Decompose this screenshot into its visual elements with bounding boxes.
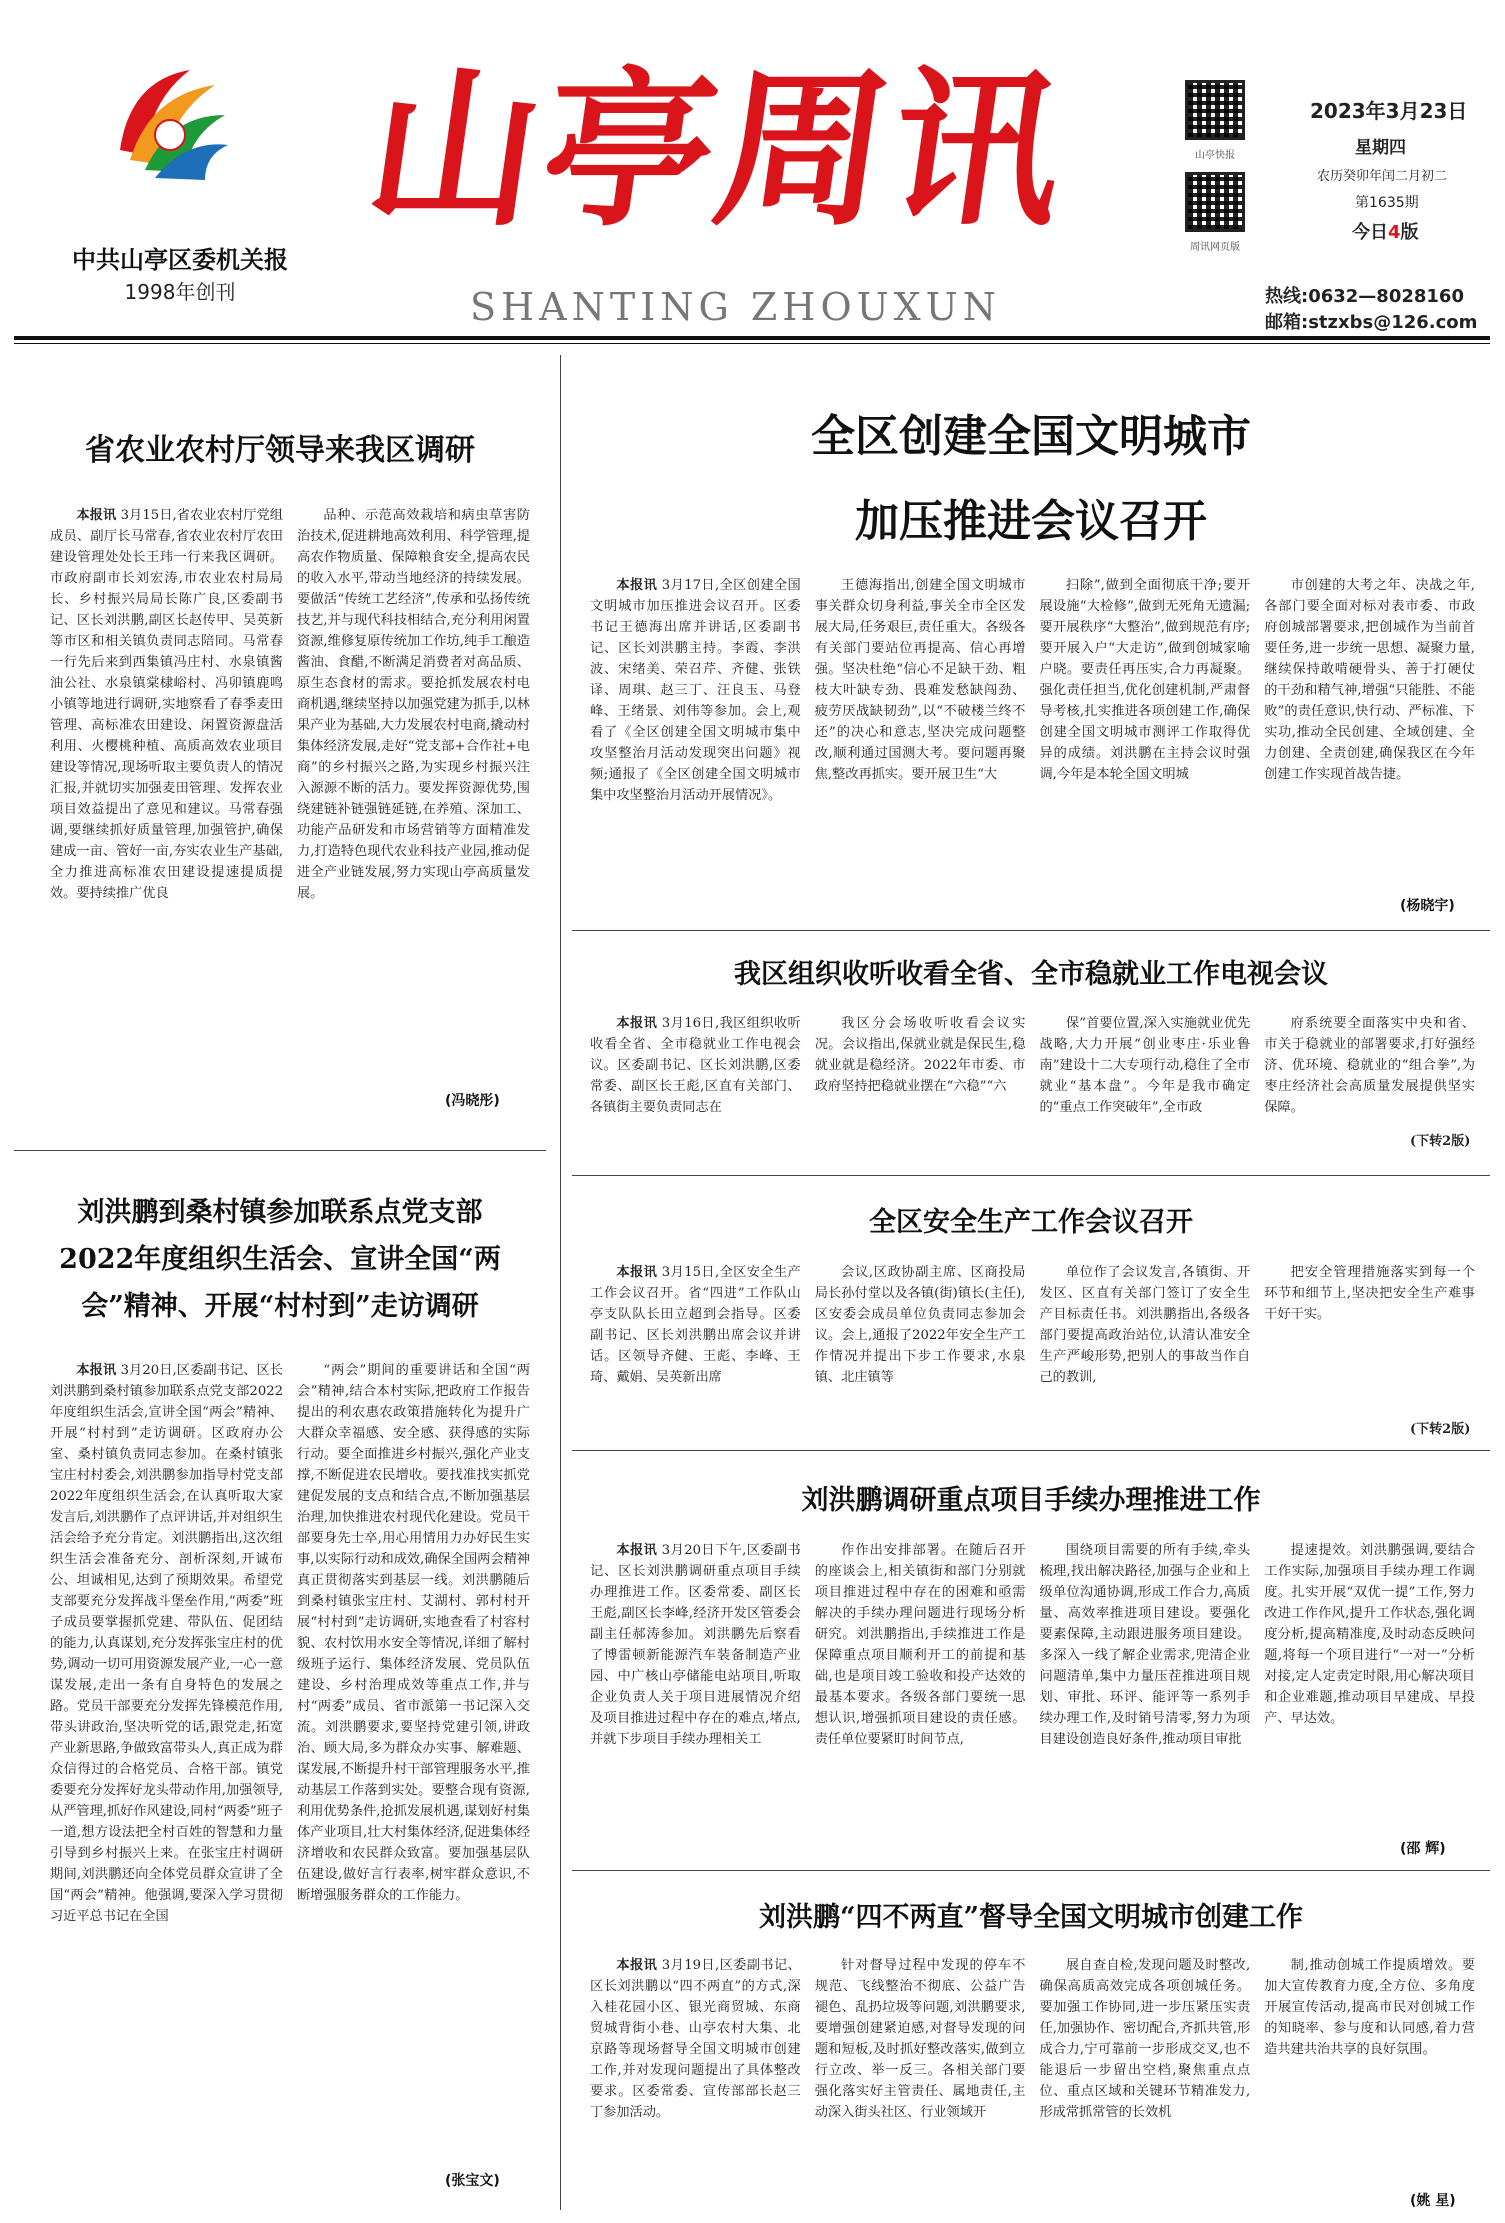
page-count-prefix: 今日 bbox=[1352, 222, 1388, 243]
article-body bbox=[590, 1013, 1475, 1153]
article-text: 扫除”,做到全面彻底干净;要开展设施“大检修”,做到无死角无遗漏;要开展秩序“大整治”,做到规范有序;要开展入户“大走访”,做到创城家喻户晓。要责任再压实,合力再凝聚。强化责任担当,优化创建机制,严肃督导考核,扎实推进各项创建工作,确保创建全国文明城市测评工作取得优异的成绩。刘洪鹏在主持会议时强调,今年是本轮全国文明城 bbox=[1039, 578, 1251, 782]
article-body bbox=[50, 505, 530, 1085]
lunar-date: 农历癸卯年闰二月初二 bbox=[1317, 169, 1448, 184]
section-divider bbox=[572, 1175, 1490, 1176]
article-column bbox=[590, 1955, 801, 2185]
article-headline: 我区组织收听收看全省、全市稳就业工作电视会议 bbox=[734, 959, 1328, 990]
article-column bbox=[1040, 1955, 1251, 2185]
continued-on-page-2: (下转2版) bbox=[1410, 1422, 1471, 1437]
article-column bbox=[1040, 1013, 1251, 1153]
article-column bbox=[1040, 1262, 1251, 1402]
article-text: 品种、示范高效栽培和病虫草害防治技术,促进耕地高效利用、科学管理,提高农作物质量、保障粮食安全,提高农民的收入水平,带动当地经济的持续发展。要做活“传统工艺经济”,传承和弘扬传统技艺,并与现代科技相结合,充分利用闲置资源,维修复原传统加工作坊,纯手工酿造酱油、食醋,不断满足消费者对高品质、原生态食材的需求。要抢抓发展农村电商机遇,继续坚持以加强党建为抓手,以林果产业为基础,大力发展农村电商,撬动村集体经济发展,走好“党支部+合作社+电商”的乡村振兴之路,为实现乡村振兴注入源源不断的活力。要发挥资源优势,围绕建链补链强链延链,在养殖、深加工、功能产品研发和市场营销等方面精准发力,打造特色现代农业科技产业园,推动促进全产业链发展,努力实现山亭高质量发展。 bbox=[297, 508, 530, 901]
qr-code-icon bbox=[1185, 80, 1245, 140]
article-text: 3月15日,省农业农村厅党组成员、副厅长马常春,省农业农村厅农田建设管理处处长王玮一行来我区调研。市政府副市长刘宏涛,市农业农村局局长、乡村振兴局局长陈广良,区委副书记、区长刘洪鹏,副区长赵传甲、吴英新等市区和相关镇负责同志陪同。马常春一行先后来到西集镇冯庄村、水泉镇酱油公社、水泉镇棠棣峪村、冯卯镇鹿鸣小镇等地进行调研,实地察看了春季麦田管理、高标准农田建设、闲置资源盘活利用、火樱桃种植、高质高效农业项目建设等情况,现场听取主要负责人的情况汇报,并就切实加强麦田管理、发挥农业项目效益提出了意见和建议。马常春强调,要继续抓好质量管理,加强管护,确保建成一亩、管好一亩,夯实农业生产基础,全力推进高标准农田建设提速提质提效。要持续推广优良 bbox=[50, 508, 283, 901]
article-text: 市创建的大考之年、决战之年,各部门要全面对标对表市委、市政府创城部署要求,把创城作为当前首要任务,进一步统一思想、凝聚力量,继续保持敢啃硬骨头、善于打硬仗的干劲和精气神,增强“只能胜、不能败”的责任意识,快行动、严标准、下实功,推动全民创建、全域创建、全力创建、全责创建,确保我区在今年创建工作实现首战告捷。 bbox=[1264, 578, 1475, 782]
article-column bbox=[590, 1013, 801, 1153]
article-text: 王德海指出,创建全国文明城市事关群众切身利益,事关全市全区发展大局,任务艰巨,责任重大。各级各有关部门要站位再提高、信心再增强。坚决杜绝“信心不足缺干劲、粗枝大叶缺专劲、畏难发愁缺闯劲、疲劳厌战缺韧劲”,以“不破楼兰终不还”的决心和意志,坚决完成问题整改,顺利通过国测大考。要问题再聚焦,整改再抓实。要开展卫生“大 bbox=[814, 578, 1026, 782]
article-column bbox=[815, 1262, 1026, 1402]
organization-line: 中共山亭区委机关报 bbox=[72, 246, 288, 274]
article-headline: 刘洪鹏调研重点项目手续办理推进工作 bbox=[801, 1485, 1261, 1516]
article-body bbox=[50, 1360, 530, 2195]
section-divider bbox=[572, 1870, 1490, 1871]
article-column bbox=[297, 1360, 530, 2195]
article-headline: 会”精神、开展“村村到”走访调研 bbox=[81, 1291, 479, 1322]
article-headline: 全区安全生产工作会议召开 bbox=[869, 1207, 1193, 1238]
article-text: “两会”期间的重要讲话和全国“两会”精神,结合本村实际,把政府工作报告提出的利农惠农政策措施转化为提升广大群众幸福感、安全感、获得感的实际行动。要全面推进乡村振兴,强化产业支撑,不断促进农民增收。要找准找实抓党建促发展的支点和结合点,不断加强基层治理,加快推进农村现代化建设。党员干部要身先士卒,用心用情用力办好民生实事,以实际行动和成效,确保全国两会精神真正贯彻落实到基层一线。刘洪鹏随后到桑村镇张宝庄村、艾湖村、郭村村开展“村村到”走访调研,实地查看了村容村貌、农村饮用水安全等情况,详细了解村级班子运行、集体经济发展、党员队伍建设、乡村治理成效等重点工作,并与村“两委”成员、省市派第一书记深入交流。刘洪鹏要求,要坚持党建引领,讲政治、顾大局,多为群众办实事、解难题、谋发展,不断提升村干部管理服务水平,推动基层工作落到实处。要整合现有资源,利用优势条件,抢抓发展机遇,谋划好村集体产业项目,壮大村集体经济,促进集体经济增收和农民群众致富。要加强基层队伍建设,做好言行表率,树牢群众意识,不断增强服务群众的工作能力。 bbox=[297, 1363, 530, 1903]
article-lead: 本报讯 bbox=[76, 1363, 117, 1378]
article-text: 3月15日,全区安全生产工作会议召开。省“四进”工作队山亭支队队长田立超到会指导。区委副书记、区长刘洪鹏出席会议并讲话。区领导齐健、王彪、李峰、王琦、戴娟、吴英新出席 bbox=[590, 1265, 801, 1385]
article-column bbox=[1040, 575, 1251, 885]
article-column bbox=[815, 1540, 1026, 1830]
article-text: 围绕项目需要的所有手续,牵头梳理,找出解决路径,加强与企业和上级单位沟通协调,形成工作合力,高质量、高效率推进项目建设。要强化要素保障,主动跟进服务项目建设。多深入一线了解企业需求,兜清企业问题清单,集中力量压茬推进项目规划、审批、环评、能评等一系列手续办理工作,及时销号清零,努力为项目建设创造良好条件,推动项目审批 bbox=[1039, 1543, 1251, 1747]
email: 邮箱:stzxbs@126.com bbox=[1265, 312, 1478, 333]
founded-year: 1998年创刊 bbox=[124, 280, 236, 304]
continued-on-page-2: (下转2版) bbox=[1410, 1134, 1471, 1149]
article-column bbox=[590, 1262, 801, 1402]
article-headline: 刘洪鹏到桑村镇参加联系点党支部 bbox=[77, 1197, 483, 1228]
article-text: 会议,区政协副主席、区商投局局长孙付堂以及各镇(街)镇长(主任),区安委会成员单位负责同志参加会议。会上,通报了2022年安全生产工作情况并提出下步工作要求,水泉镇、北庄镇等 bbox=[814, 1265, 1026, 1385]
issue-number: 第1635期 bbox=[1355, 195, 1419, 211]
article-lead: 本报讯 bbox=[76, 508, 117, 523]
article-text: 提速提效。刘洪鹏强调,要结合工作实际,加强项目手续办理工作调度。扎实开展“双优一提”工作,努力改进工作作风,提升工作状态,强化调度分析,提高精准度,及时动态反映问题,将每一个项目进行“一对一”分析对接,定人定责定时限,用心解决项目和企业难题,推动项目早建成、早投产、早达效。 bbox=[1264, 1543, 1475, 1726]
masthead bbox=[0, 0, 1505, 345]
issue-weekday: 星期四 bbox=[1355, 138, 1406, 158]
article-text: 展自查自检,发现问题及时整改,确保高质高效完成各项创城任务。要加强工作协同,进一步压紧压实责任,加强协作、密切配合,齐抓共管,形成合力,宁可靠前一步形成交叉,也不能退后一步留出空档,聚焦重点点位、重点区域和关键环节精准发力,形成常抓常管的长效机 bbox=[1039, 1958, 1251, 2120]
article-lead: 本报讯 bbox=[616, 1016, 658, 1031]
article-text: 针对督导过程中发现的停车不规范、飞线整治不彻底、公益广告褪色、乱扔垃圾等问题,刘洪鹏要求,要增强创建紧迫感,对督导发现的问题和短板,及时抓好整改落实,做到立行立改、举一反三。各相关部门要强化落实好主管责任、属地责任,主动深入街头社区、行业领域开 bbox=[814, 1958, 1026, 2120]
article-text: 作作出安排部署。在随后召开的座谈会上,相关镇街和部门分别就项目推进过程中存在的困难和亟需解决的手续办理问题进行现场分析研究。刘洪鹏指出,手续推进工作是保障重点项目顺利开工的前提和基础,也是项目竣工验收和投产达效的最基本要求。各级各部门要统一思想认识,增强抓项目建设的责任感。责任单位要紧盯时间节点, bbox=[814, 1543, 1026, 1747]
masthead-rule-thin bbox=[14, 343, 1490, 344]
article-column bbox=[815, 575, 1026, 885]
article-lead: 本报讯 bbox=[616, 1543, 658, 1558]
article-headline: 2022年度组织生活会、宣讲全国“两 bbox=[59, 1244, 501, 1275]
article-text: 保”首要位置,深入实施就业优先战略,大力开展“创业枣庄·乐业鲁南”建设十二大专项行动,稳住了全市就业“基本盘”。今年是我市确定的“重点工作突破年”,全市政 bbox=[1039, 1016, 1251, 1115]
article-column bbox=[1264, 1955, 1475, 2185]
newspaper-title: 山亭周讯 bbox=[355, 50, 1081, 250]
article-text: 府系统要全面落实中央和省、市关于稳就业的部署要求,打好强经济、优环境、稳就业的“组合拳”,为枣庄经济社会高质量发展提供坚实保障。 bbox=[1264, 1016, 1475, 1115]
article-column bbox=[815, 1955, 1026, 2185]
article-headline: 省农业农村厅领导来我区调研 bbox=[85, 433, 475, 468]
article-column bbox=[590, 1540, 801, 1830]
article-text: 3月17日,全区创建全国文明城市加压推进会议召开。区委书记王德海出席并讲话,区委副书记、区长刘洪鹏主持。李霞、李洪波、宋绪美、荣召芹、齐健、张铁译、周琪、赵三丁、汪良玉、马登峰、王绪景、刘伟等参加。会上,观看了《全区创建全国文明城市集中攻坚整治月活动发现突出问题》视频;通报了《全区创建全国文明城市集中攻坚整治月活动开展情况》。 bbox=[590, 578, 801, 803]
article-byline: (姚 星) bbox=[1410, 2193, 1456, 2209]
article-headline: 刘洪鹏“四不两直”督导全国文明城市创建工作 bbox=[758, 1902, 1304, 1933]
article-body bbox=[590, 575, 1475, 885]
article-byline: (张宝文) bbox=[445, 2173, 500, 2189]
article-headline: 加压推进会议召开 bbox=[855, 496, 1207, 547]
column-divider bbox=[560, 355, 561, 2210]
article-text: 制,推动创城工作提质增效。要加大宣传教育力度,全方位、多角度开展宣传活动,提高市民对创城工作的知晓率、参与度和认同感,着力营造共建共治共享的良好氛围。 bbox=[1264, 1958, 1475, 2057]
qr-code-icon bbox=[1185, 172, 1245, 232]
article-text: 3月19日,区委副书记、区长刘洪鹏以“四不两直”的方式,深入桂花园小区、银光商贸城、东商贸城背街小巷、山亭农村大集、北京路等现场督导全国文明城市创建工作,并对发现问题提出了具体整改要求。区委常委、宣传部部长赵三丁参加活动。 bbox=[590, 1958, 801, 2120]
page-count bbox=[1352, 218, 1419, 244]
article-text: 我区分会场收听收看会议实况。会议指出,保就业就是保民生,稳就业就是稳经济。2022年市委、市政府坚持把稳就业摆在“六稳”“六 bbox=[814, 1016, 1026, 1094]
article-lead: 本报讯 bbox=[616, 578, 658, 593]
article-column bbox=[1264, 575, 1475, 885]
page-count-suffix: 版 bbox=[1400, 222, 1419, 243]
article-byline: (杨晓宇) bbox=[1400, 898, 1455, 914]
article-column bbox=[815, 1013, 1026, 1153]
section-divider bbox=[572, 1450, 1490, 1451]
hotline: 热线:0632—8028160 bbox=[1265, 286, 1464, 307]
newspaper-pinyin: SHANTING ZHOUXUN bbox=[470, 285, 1001, 329]
article-headline: 全区创建全国文明城市 bbox=[811, 411, 1251, 462]
article-lead: 本报讯 bbox=[616, 1265, 658, 1280]
article-text: 3月16日,我区组织收听收看全省、全市稳就业工作电视会议。区委副书记、区长刘洪鹏,区委常委、副区长王彪,区直有关部门、各镇街主要负责同志在 bbox=[590, 1016, 801, 1115]
article-text: 3月20日,区委副书记、区长刘洪鹏到桑村镇参加联系点党支部2022年度组织生活会,宣讲全国“两会”精神、开展“村村到”走访调研。区政府办公室、桑村镇负责同志参加。在桑村镇张宝庄村村委会,刘洪鹏参加指导村党支部2022年度组织生活会,在认真听取大家发言后,刘洪鹏作了点评讲话,并对组织生活会给予充分肯定。刘洪鹏指出,这次组织生活会准备充分、剖析深刻,开诚布公、坦诚相见,达到了预期效果。希望党支部要充分发挥战斗堡垒作用,“两委”班子成员要掌握抓党建、带队伍、促团结的能力,认真谋划,充分发挥张宝庄村的优势,调动一切可用资源发展产业,一心一意谋发展,走出一条有自身特色的发展之路。党员干部要充分发挥先锋模范作用,带头讲政治,坚决听党的话,跟党走,拓宽产业新思路,争做致富带头人,真正成为群众信得过的合格党员、合格干部。镇党委要充分发挥好龙头带动作用,加强领导,从严管理,抓好作风建设,同村“两委”班子一道,想方设法把全村百姓的智慧和力量引导到乡村振兴上来。在张宝庄村调研期间,刘洪鹏还向全体党员群众宣讲了全国“两会”精神。他强调,要深入学习贯彻习近平总书记在全国 bbox=[50, 1363, 283, 1924]
qr-caption: 山亭快报 bbox=[1195, 150, 1235, 161]
article-column bbox=[1264, 1262, 1475, 1402]
article-column bbox=[1040, 1540, 1251, 1830]
qr-caption: 周讯网页版 bbox=[1190, 242, 1240, 253]
article-text: 3月20日下午,区委副书记、区长刘洪鹏调研重点项目手续办理推进工作。区委常委、副区长王彪,副区长李峰,经济开发区管委会副主任郝涛参加。刘洪鹏先后察看了博雷顿新能源汽车装备制造产业园、中广核山亭储能电站项目,听取企业负责人关于项目进展情况介绍及项目推进过程中存在的难点,堵点,并就下步项目手续办理相关工 bbox=[590, 1543, 801, 1747]
article-body bbox=[590, 1540, 1475, 1830]
article-text: 单位作了会议发言,各镇街、开发区、区直有关部门签订了安全生产目标责任书。刘洪鹏指出,各级各部门要提高政治站位,认清认准安全生产严峻形势,把别人的事故当作自己的教训, bbox=[1039, 1265, 1251, 1385]
article-body bbox=[590, 1955, 1475, 2185]
masthead-rule bbox=[14, 336, 1490, 340]
article-byline: (冯晓彤) bbox=[445, 1093, 500, 1109]
section-divider bbox=[14, 1150, 546, 1151]
page-count-number: 4 bbox=[1388, 222, 1401, 243]
article-column bbox=[590, 575, 801, 885]
section-divider bbox=[572, 930, 1490, 931]
article-column bbox=[1264, 1540, 1475, 1830]
article-lead: 本报讯 bbox=[616, 1958, 658, 1973]
article-column bbox=[50, 1360, 283, 2195]
article-byline: (邵 辉) bbox=[1400, 1841, 1446, 1857]
party-emblem-logo bbox=[110, 60, 230, 190]
article-column bbox=[50, 505, 283, 1085]
article-column bbox=[297, 505, 530, 1085]
article-body bbox=[590, 1262, 1475, 1402]
article-text: 把安全管理措施落实到每一个环节和细节上,坚决把安全生产难事干好干实。 bbox=[1264, 1265, 1475, 1322]
issue-date: 2023年3月23日 bbox=[1310, 99, 1468, 123]
